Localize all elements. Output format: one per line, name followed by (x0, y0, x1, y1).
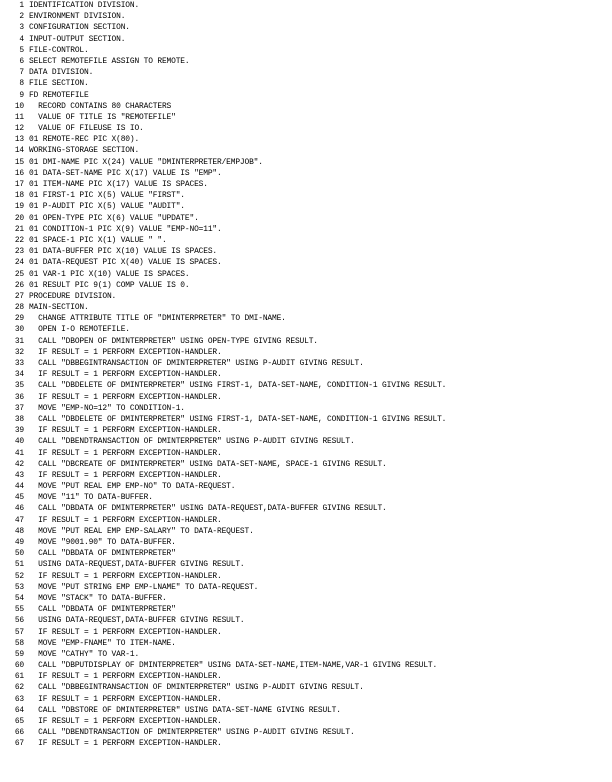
code-line (13, 67, 604, 78)
line-code: CALL "DBSTORE OF DMINTERPRETER" USING DATA-SET-NAME GIVING RESULT. (29, 705, 341, 715)
code-line (13, 157, 604, 168)
code-line (13, 78, 604, 89)
line-number: 16 (14, 168, 24, 178)
code-line (13, 313, 604, 324)
line-number: 35 (14, 381, 24, 391)
code-line (13, 582, 604, 593)
line-number: 30 (14, 325, 24, 335)
line-code: CALL "DBDELETE OF DMINTERPRETER" USING FIRST-1, DATA-SET-NAME, CONDITION-1 GIVING RESULT. (29, 414, 447, 424)
code-line (13, 649, 604, 660)
code-line (13, 145, 604, 156)
line-code: IF RESULT = 1 PERFORM EXCEPTION-HANDLER. (29, 347, 222, 357)
line-code: CALL "DBBEGINTRANSACTION OF DMINTERPRETER" USING P-AUDIT GIVING RESULT. (29, 359, 364, 368)
line-number: 27 (14, 291, 24, 301)
line-number: 19 (14, 202, 24, 212)
code-line (13, 246, 604, 257)
line-code: MOVE "STACK" TO DATA-BUFFER. (29, 593, 167, 603)
line-code: USING DATA-REQUEST,DATA-BUFFER GIVING RESULT. (29, 616, 245, 626)
line-number: 56 (14, 616, 24, 626)
code-line (13, 235, 604, 246)
code-line (13, 515, 604, 526)
line-number: 61 (14, 672, 24, 682)
line-code: FILE-CONTROL. (29, 45, 89, 55)
code-line (13, 168, 604, 179)
line-number: 41 (14, 448, 24, 458)
line-code: ENVIRONMENT DIVISION. (29, 12, 126, 22)
line-number: 6 (19, 56, 24, 66)
line-code: MOVE "EMP-FNAME" TO ITEM-NAME. (29, 638, 176, 648)
line-code: OPEN I-O REMOTEFILE. (29, 325, 130, 335)
code-line (13, 414, 604, 425)
line-code: IF RESULT = 1 PERFORM EXCEPTION-HANDLER. (29, 717, 222, 726)
line-code: CALL "DBBEGINTRANSACTION OF DMINTERPRETER" USING P-AUDIT GIVING RESULT. (29, 683, 364, 693)
line-code: WORKING-STORAGE SECTION. (29, 146, 140, 156)
line-number: 1 (19, 1, 24, 10)
line-code: IF RESULT = 1 PERFORM EXCEPTION-HANDLER. (29, 515, 222, 525)
code-line (13, 269, 604, 280)
line-code: CALL "DBPUTDISPLAY OF DMINTERPRETER" USING DATA-SET-NAME,ITEM-NAME,VAR-1 GIVING RESULT. (29, 661, 438, 671)
line-code: FD REMOTEFILE (29, 90, 89, 100)
line-number: 51 (14, 560, 24, 570)
code-line (13, 179, 604, 190)
code-line (13, 537, 604, 548)
line-number: 26 (14, 280, 24, 290)
line-code: MOVE "PUT REAL EMP EMP-NO" TO DATA-REQUEST. (29, 482, 236, 492)
line-code: 01 DATA-SET-NAME PIC X(17) VALUE IS "EMP". (29, 168, 222, 178)
line-code: CALL "DBOPEN OF DMINTERPRETER" USING OPEN-TYPE GIVING RESULT. (29, 336, 318, 346)
line-code: CALL "DBCREATE OF DMINTERPRETER" USING DATA-SET-NAME, SPACE-1 GIVING RESULT. (29, 459, 387, 469)
line-number: 21 (14, 224, 24, 234)
code-line (13, 224, 604, 235)
code-line (13, 727, 604, 738)
line-number: 36 (14, 392, 24, 402)
line-number: 48 (14, 526, 24, 536)
line-code: IF RESULT = 1 PERFORM EXCEPTION-HANDLER. (29, 627, 222, 637)
line-number: 31 (14, 336, 24, 346)
line-number: 39 (14, 426, 24, 436)
code-line (13, 302, 604, 313)
code-line (13, 358, 604, 369)
line-number: 11 (14, 112, 24, 122)
code-line (13, 615, 604, 626)
code-line (13, 90, 604, 101)
line-number: 3 (19, 23, 24, 33)
line-code: PROCEDURE DIVISION. (29, 291, 117, 301)
code-line (13, 347, 604, 358)
line-number: 50 (14, 549, 24, 559)
code-line (13, 425, 604, 436)
line-number: 47 (14, 515, 24, 525)
code-line (13, 705, 604, 716)
line-number: 44 (14, 482, 24, 492)
code-line (13, 638, 604, 649)
code-line (13, 436, 604, 447)
line-number: 18 (14, 191, 24, 201)
line-number: 46 (14, 504, 24, 514)
line-number: 38 (14, 414, 24, 424)
line-number: 52 (14, 571, 24, 581)
code-line (13, 526, 604, 537)
line-number: 59 (14, 649, 24, 659)
line-code: CALL "DBDATA OF DMINTERPRETER" (29, 605, 176, 615)
line-number: 58 (14, 638, 24, 648)
line-code: IF RESULT = 1 PERFORM EXCEPTION-HANDLER. (29, 448, 222, 458)
line-number: 13 (14, 135, 24, 145)
line-code: 01 VAR-1 PIC X(10) VALUE IS SPACES. (29, 269, 190, 279)
line-code: CHANGE ATTRIBUTE TITLE OF "DMINTERPRETER" TO DMI-NAME. (29, 314, 286, 324)
code-line (13, 369, 604, 380)
code-line (13, 257, 604, 268)
line-code: CALL "DBDELETE OF DMINTERPRETER" USING FIRST-1, DATA-SET-NAME, CONDITION-1 GIVING RESULT. (29, 381, 447, 391)
code-line (13, 123, 604, 134)
code-line (13, 291, 604, 302)
line-number: 14 (14, 146, 24, 156)
line-code: IF RESULT = 1 PERFORM EXCEPTION-HANDLER. (29, 426, 222, 436)
line-code: IF RESULT = 1 PERFORM EXCEPTION-HANDLER. (29, 739, 222, 749)
line-number: 40 (14, 437, 24, 447)
code-line (13, 604, 604, 615)
code-line (13, 11, 604, 22)
code-line (13, 470, 604, 481)
code-line (13, 324, 604, 335)
line-code: 01 FIRST-1 PIC X(5) VALUE "FIRST". (29, 191, 185, 201)
code-line (13, 593, 604, 604)
code-listing (13, 0, 604, 750)
line-number: 25 (14, 269, 24, 279)
code-line (13, 694, 604, 705)
code-line (13, 716, 604, 727)
line-code: IF RESULT = 1 PERFORM EXCEPTION-HANDLER. (29, 392, 222, 402)
line-number: 60 (14, 661, 24, 671)
line-code: VALUE OF TITLE IS "REMOTEFILE" (29, 112, 176, 122)
code-line (13, 213, 604, 224)
line-code: IF RESULT = 1 PERFORM EXCEPTION-HANDLER. (29, 370, 222, 380)
line-number: 15 (14, 157, 24, 167)
code-line (13, 112, 604, 123)
line-code: IF RESULT = 1 PERFORM EXCEPTION-HANDLER. (29, 672, 222, 682)
code-line (13, 559, 604, 570)
code-line (13, 660, 604, 671)
line-code: INPUT-OUTPUT SECTION. (29, 34, 126, 44)
code-line (13, 571, 604, 582)
line-number: 43 (14, 470, 24, 480)
code-line (13, 56, 604, 67)
line-number: 22 (14, 235, 24, 245)
code-line (13, 101, 604, 112)
code-line (13, 627, 604, 638)
line-number: 7 (19, 68, 24, 78)
line-number: 10 (14, 101, 24, 111)
line-code: RECORD CONTAINS 80 CHARACTERS (29, 101, 172, 111)
line-code: MOVE "9001.90" TO DATA-BUFFER. (29, 538, 176, 547)
line-code: IDENTIFICATION DIVISION. (29, 1, 140, 10)
line-code: CONFIGURATION SECTION. (29, 23, 130, 33)
line-number: 24 (14, 258, 24, 268)
line-code: 01 OPEN-TYPE PIC X(6) VALUE "UPDATE". (29, 213, 199, 223)
line-code: 01 CONDITION-1 PIC X(9) VALUE "EMP-NO=11". (29, 224, 222, 234)
line-code: FILE SECTION. (29, 79, 89, 89)
code-line (13, 548, 604, 559)
code-line (13, 459, 604, 470)
line-number: 2 (19, 12, 24, 22)
line-code: USING DATA-REQUEST,DATA-BUFFER GIVING RESULT. (29, 560, 245, 570)
line-code: 01 DMI-NAME PIC X(24) VALUE "DMINTERPRETER/EMPJOB". (29, 157, 263, 167)
line-number: 28 (14, 303, 24, 313)
line-code: IF RESULT = 1 PERFORM EXCEPTION-HANDLER. (29, 571, 222, 581)
line-number: 64 (14, 705, 24, 715)
code-line (13, 45, 604, 56)
line-number: 8 (19, 79, 24, 89)
line-code: CALL "DBDATA OF DMINTERPRETER" USING DATA-REQUEST,DATA-BUFFER GIVING RESULT. (29, 504, 387, 514)
code-line (13, 280, 604, 291)
line-code: 01 ITEM-NAME PIC X(17) VALUE IS SPACES. (29, 180, 208, 189)
line-code: MOVE "11" TO DATA-BUFFER. (29, 493, 153, 503)
code-line (13, 392, 604, 403)
code-line (13, 492, 604, 503)
line-code: CALL "DBDATA OF DMINTERPRETER" (29, 549, 176, 559)
code-line (13, 0, 604, 11)
line-number: 33 (14, 359, 24, 368)
code-line (13, 738, 604, 749)
line-number: 17 (14, 180, 24, 189)
line-code: MOVE "PUT REAL EMP EMP-SALARY" TO DATA-REQUEST. (29, 526, 254, 536)
line-number: 49 (14, 538, 24, 547)
line-code: IF RESULT = 1 PERFORM EXCEPTION-HANDLER. (29, 470, 222, 480)
code-line (13, 503, 604, 514)
line-code: DATA DIVISION. (29, 68, 94, 78)
line-number: 55 (14, 605, 24, 615)
line-code: MOVE "CATHY" TO VAR-1. (29, 649, 140, 659)
code-line (13, 481, 604, 492)
line-number: 29 (14, 314, 24, 324)
code-line (13, 201, 604, 212)
code-line (13, 682, 604, 693)
line-number: 4 (19, 34, 24, 44)
code-line (13, 336, 604, 347)
line-number: 37 (14, 403, 24, 413)
line-code: 01 DATA-BUFFER PIC X(10) VALUE IS SPACES. (29, 247, 217, 257)
line-code: 01 RESULT PIC 9(1) COMP VALUE IS 0. (29, 280, 190, 290)
line-code: VALUE OF FILEUSE IS IO. (29, 124, 144, 134)
code-line (13, 34, 604, 45)
code-line (13, 134, 604, 145)
code-line (13, 671, 604, 682)
line-number: 9 (19, 90, 24, 100)
line-number: 45 (14, 493, 24, 503)
line-code: SELECT REMOTEFILE ASSIGN TO REMOTE. (29, 56, 190, 66)
line-code: CALL "DBENDTRANSACTION OF DMINTERPRETER" USING P-AUDIT GIVING RESULT. (29, 728, 355, 738)
line-code: MOVE "EMP-NO=12" TO CONDITION-1. (29, 403, 185, 413)
line-number: 53 (14, 582, 24, 592)
line-code: IF RESULT = 1 PERFORM EXCEPTION-HANDLER. (29, 694, 222, 704)
line-code: MAIN-SECTION. (29, 303, 89, 313)
line-code: 01 REMOTE-REC PIC X(80). (29, 135, 140, 145)
line-number: 20 (14, 213, 24, 223)
code-line (13, 22, 604, 33)
line-number: 65 (14, 717, 24, 726)
line-number: 63 (14, 694, 24, 704)
line-number: 5 (19, 45, 24, 55)
code-line (13, 190, 604, 201)
line-number: 23 (14, 247, 24, 257)
line-code: 01 P-AUDIT PIC X(5) VALUE "AUDIT". (29, 202, 185, 212)
line-number: 42 (14, 459, 24, 469)
line-code: MOVE "PUT STRING EMP EMP-LNAME" TO DATA-REQUEST. (29, 582, 259, 592)
line-number: 57 (14, 627, 24, 637)
line-code: 01 DATA-REQUEST PIC X(40) VALUE IS SPACES. (29, 258, 222, 268)
code-line (13, 403, 604, 414)
line-number: 12 (14, 124, 24, 134)
line-number: 54 (14, 593, 24, 603)
line-number: 66 (14, 728, 24, 738)
line-code: CALL "DBENDTRANSACTION OF DMINTERPRETER" USING P-AUDIT GIVING RESULT. (29, 437, 355, 447)
line-number: 62 (14, 683, 24, 693)
line-code: 01 SPACE-1 PIC X(1) VALUE " ". (29, 235, 167, 245)
code-line (13, 448, 604, 459)
line-number: 34 (14, 370, 24, 380)
line-number: 32 (14, 347, 24, 357)
line-number: 67 (14, 739, 24, 749)
code-line (13, 380, 604, 391)
